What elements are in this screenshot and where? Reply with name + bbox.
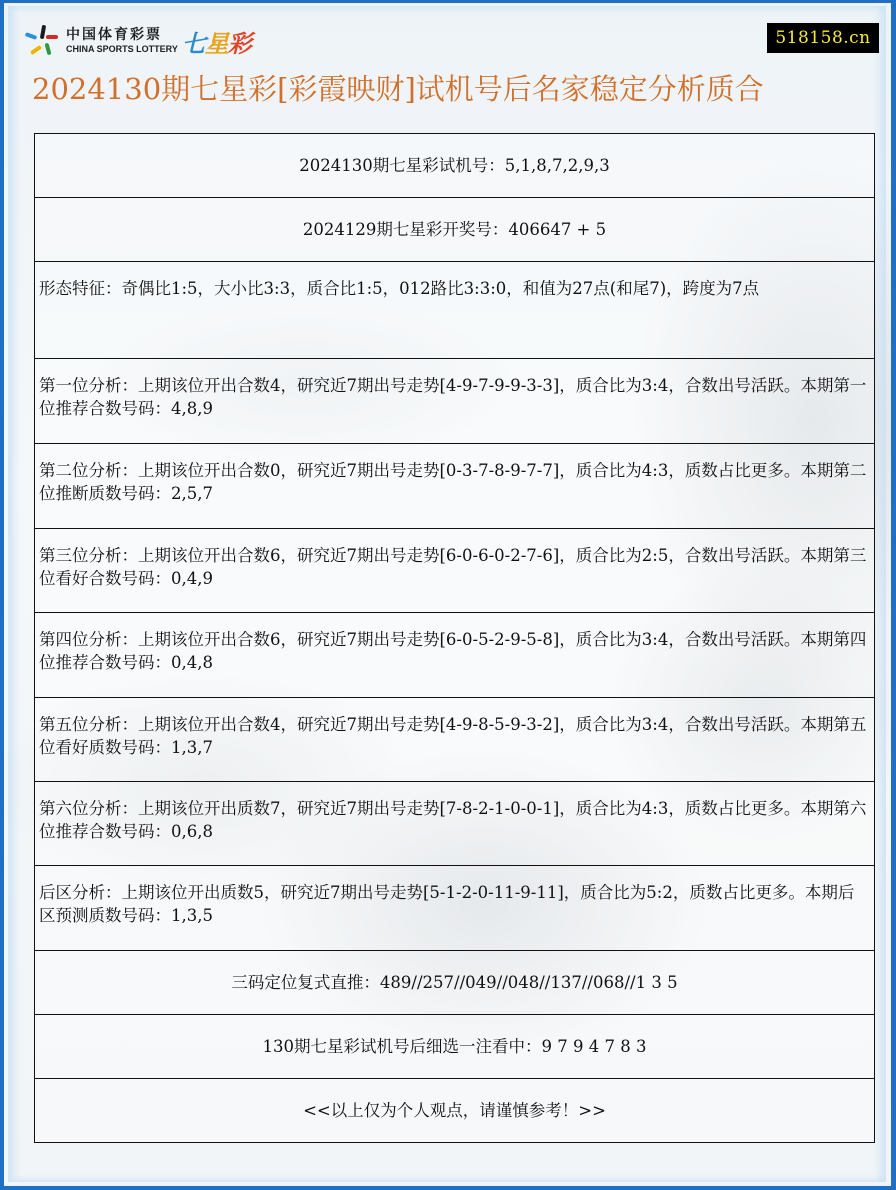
disclaimer-cell: <<以上仅为个人观点，请谨慎参考！>>	[35, 1079, 875, 1143]
table-row	[35, 359, 875, 444]
china-sports-lottery-logo	[24, 23, 251, 59]
table-row	[35, 782, 875, 866]
lottery-star-icon	[24, 23, 60, 59]
pattern-features-cell: 形态特征：奇偶比1:5，大小比3:3，质合比1:5，012路比3:3:0，和值为27点(和尾7)，跨度为7点	[35, 262, 875, 359]
table-row	[35, 444, 875, 529]
page-title: 2024130期七星彩[彩霞映财]试机号后名家稳定分析质合	[32, 72, 764, 106]
position-5-analysis-cell: 第五位分析：上期该位开出合数4，研究近7期出号走势[4-9-8-5-9-3-2]，质合比为3:4，合数出号活跃。本期第五位看好质数号码：1,3,7	[35, 698, 875, 782]
logo-en-text: CHINA SPORTS LOTTERY	[66, 44, 178, 54]
table-row	[35, 134, 875, 198]
brand-char-2: 星	[204, 29, 228, 58]
analysis-table	[34, 133, 875, 1143]
position-2-analysis-cell: 第二位分析：上期该位开出合数0，研究近7期出号走势[0-3-7-8-9-7-7]，质合比为4:3，质数占比更多。本期第二位推断质数号码：2,5,7	[35, 444, 875, 529]
position-6-analysis-cell: 第六位分析：上期该位开出质数7，研究近7期出号走势[7-8-2-1-0-0-1]，质合比为4:3，质数占比更多。本期第六位推荐合数号码：0,6,8	[35, 782, 875, 866]
brand-char-1: 七	[181, 29, 205, 58]
logo-cn-text: 中国体育彩票	[66, 27, 162, 43]
qixingcai-brand	[182, 24, 251, 59]
site-badge: 518158.cn	[767, 23, 879, 53]
table-row	[35, 262, 875, 359]
position-1-analysis-cell: 第一位分析：上期该位开出合数4，研究近7期出号走势[4-9-7-9-9-3-3]，质合比为3:4，合数出号活跃。本期第一位推荐合数号码：4,8,9	[35, 359, 875, 444]
final-pick-cell: 130期七星彩试机号后细选一注看中：9 7 9 4 7 8 3	[35, 1015, 875, 1079]
three-code-recommendation-cell: 三码定位复式直推：489//257//049//048//137//068//1 3 5	[35, 951, 875, 1015]
table-row	[35, 866, 875, 951]
table-row	[35, 698, 875, 782]
position-4-analysis-cell: 第四位分析：上期该位开出合数6，研究近7期出号走势[6-0-5-2-9-5-8]，质合比为3:4，合数出号活跃。本期第四位推荐合数号码：0,4,8	[35, 613, 875, 698]
table-row	[35, 613, 875, 698]
position-3-analysis-cell: 第三位分析：上期该位开出合数6，研究近7期出号走势[6-0-6-0-2-7-6]，质合比为2:5，合数出号活跃。本期第三位看好合数号码：0,4,9	[35, 529, 875, 613]
back-zone-analysis-cell: 后区分析：上期该位开出质数5，研究近7期出号走势[5-1-2-0-11-9-11]，质合比为5:2，质数占比更多。本期后区预测质数号码：1,3,5	[35, 866, 875, 951]
brand-char-3: 彩	[227, 29, 251, 58]
logo-text	[66, 28, 178, 54]
last-draw-cell: 2024129期七星彩开奖号：406647 + 5	[35, 198, 875, 262]
table-row	[35, 1079, 875, 1143]
trial-number-cell: 2024130期七星彩试机号：5,1,8,7,2,9,3	[35, 134, 875, 198]
table-row	[35, 1015, 875, 1079]
table-row	[35, 529, 875, 613]
table-row	[35, 951, 875, 1015]
table-row	[35, 198, 875, 262]
